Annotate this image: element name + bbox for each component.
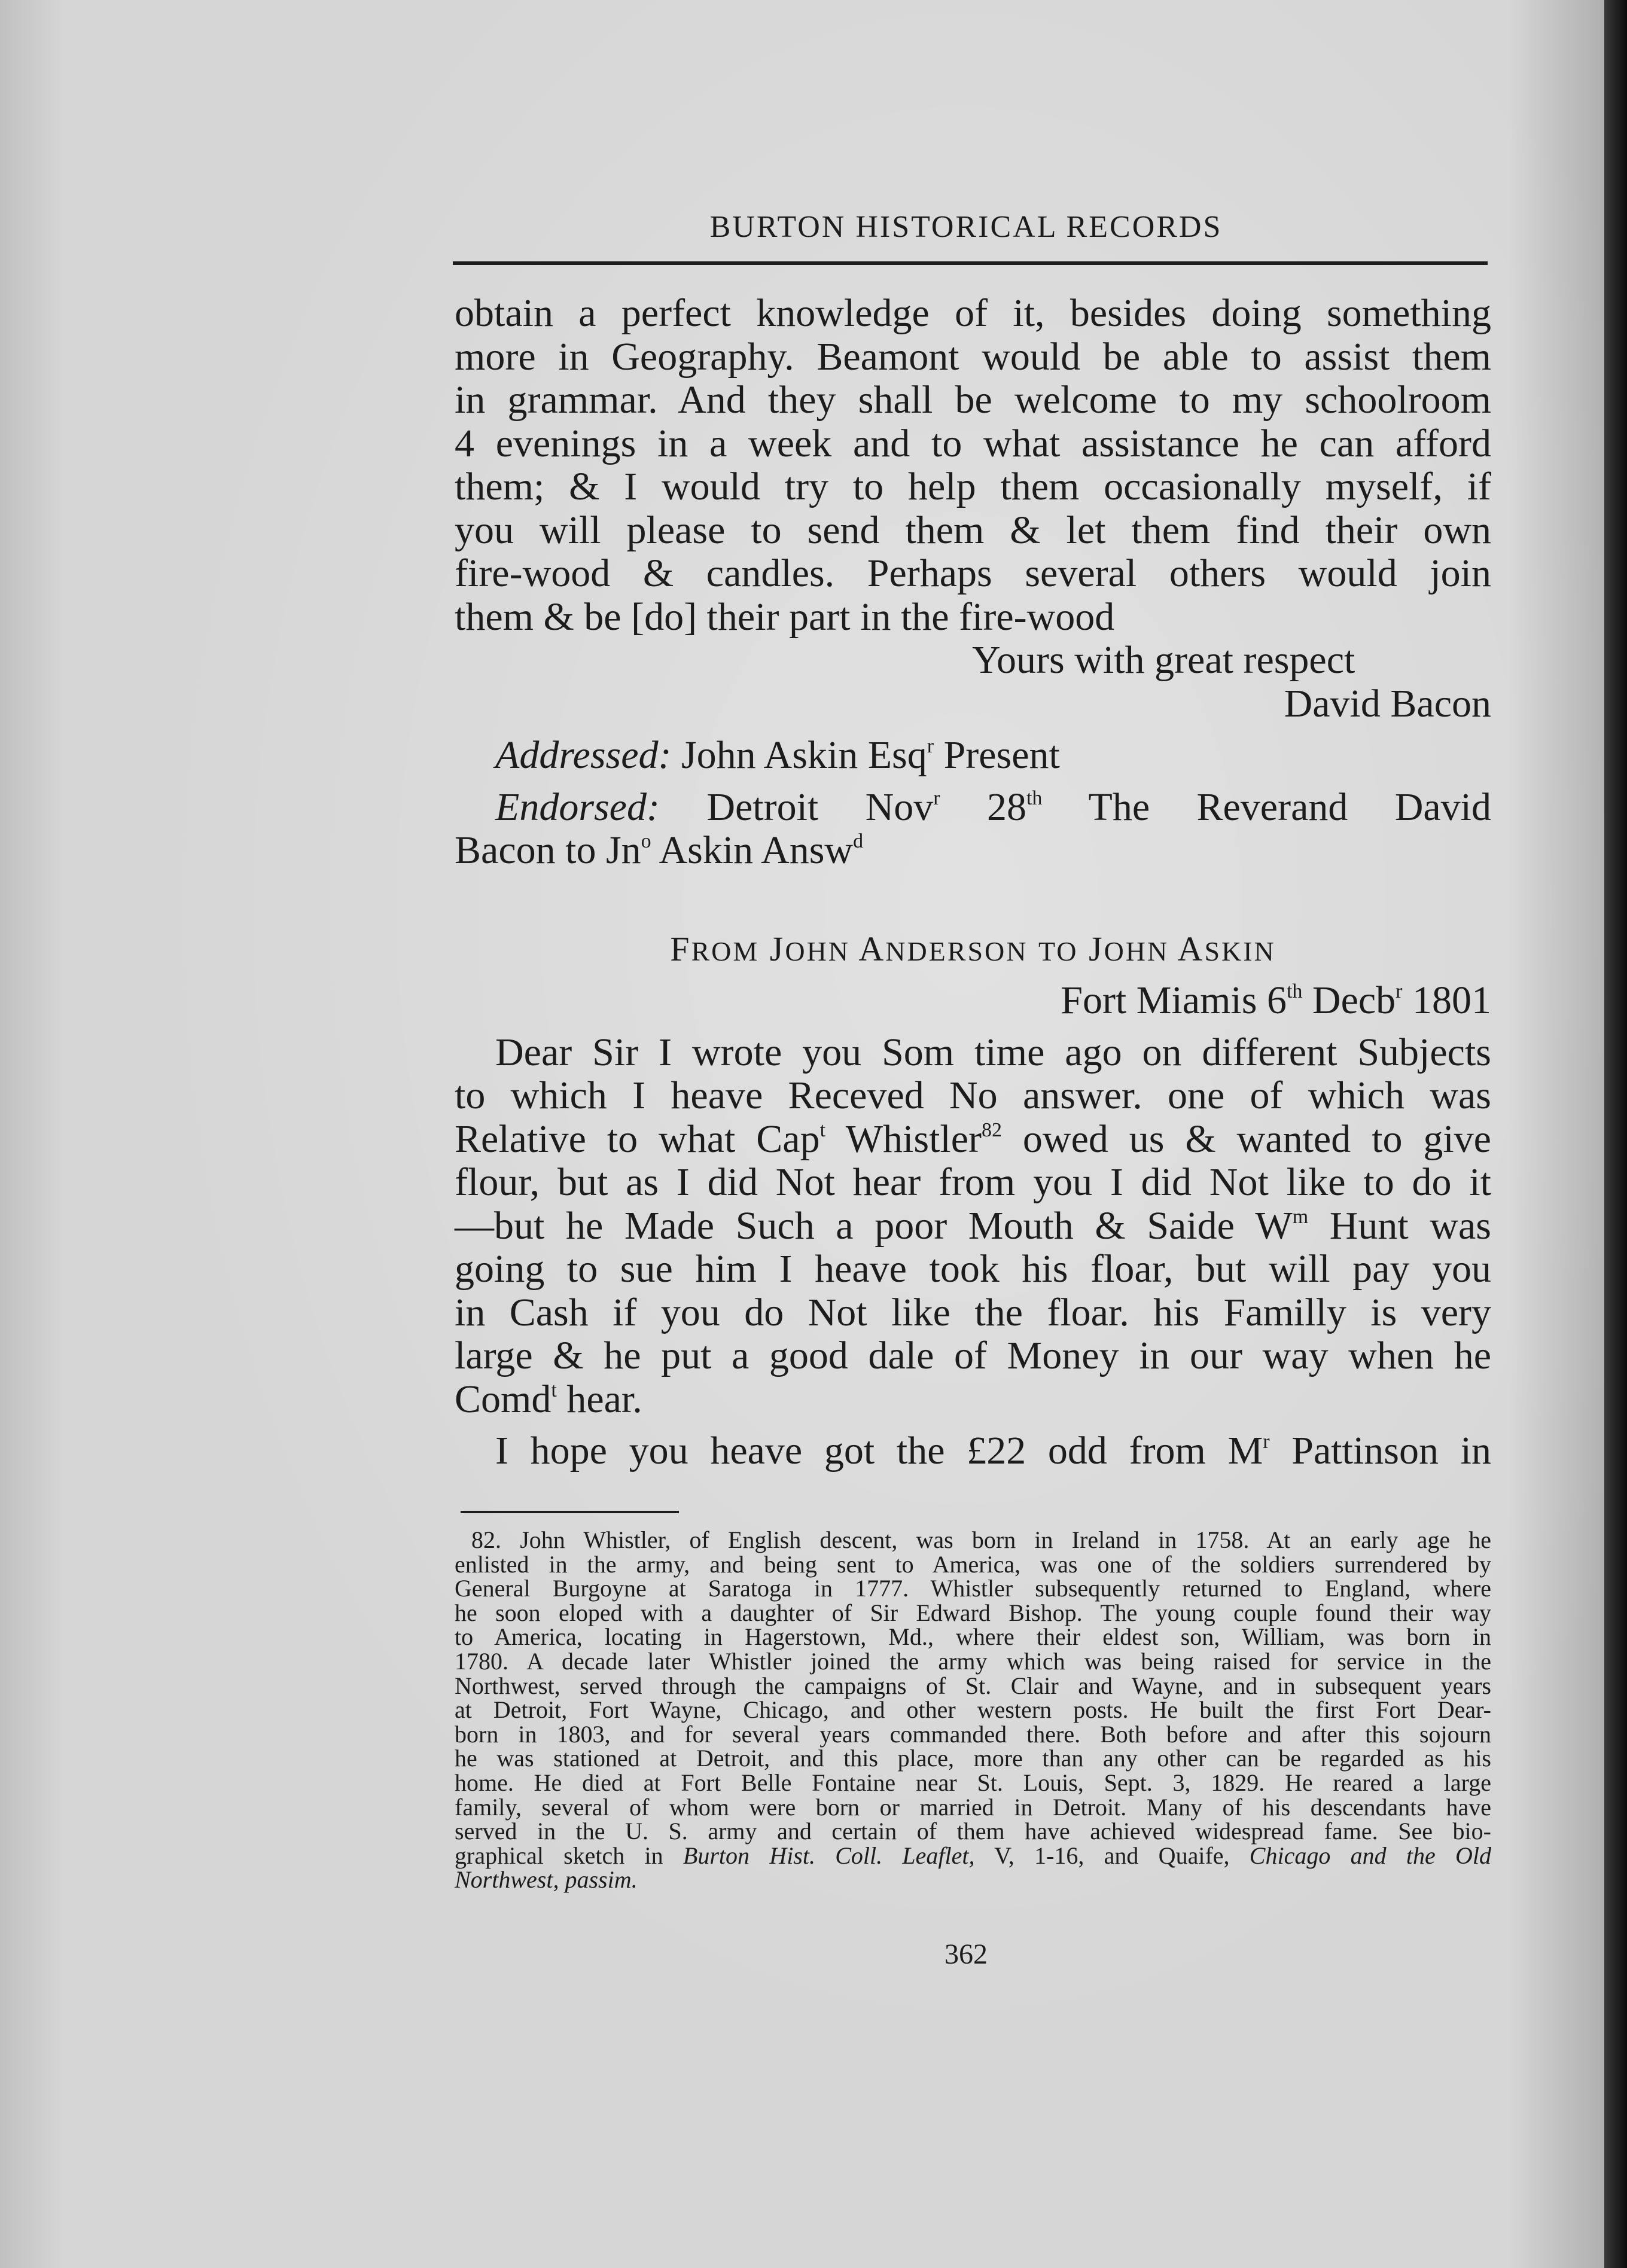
letter1-line: you will please to send them & let them find their own: [455, 508, 1491, 552]
letter1-line: them & be [do] their part in the fire-wood: [455, 595, 1115, 639]
letter2-line: [455, 1429, 1491, 1473]
footnote-line: General Burgoyne at Saratoga in 1777. Whistler subsequently returned to England, where: [455, 1575, 1491, 1602]
letter2-line: in Cash if you do Not like the floar. his Familly is very: [455, 1290, 1491, 1334]
p1-l3-a: Relative to what Cap: [455, 1117, 820, 1161]
p1-l5-sup: m: [1292, 1205, 1309, 1228]
p1-l5-b: Hunt was: [1329, 1203, 1491, 1248]
footnote-line: home. He died at Fort Belle Fontaine near St. Louis, Sept. 3, 1829. He reared a large: [455, 1769, 1491, 1796]
endorsed-line-2: [455, 829, 1491, 873]
letter1-line: them; & I would try to help them occasionally myself, if: [455, 465, 1491, 508]
endorsed-line2-sup-a: o: [641, 830, 651, 852]
footnote-line: 1780. A decade later Whistler joined the army which was being raised for service in the: [455, 1647, 1491, 1675]
heading-ohn2: OHN: [1104, 935, 1169, 967]
footnote-rule: [461, 1511, 679, 1513]
heading-a2: A: [1177, 929, 1205, 968]
body-text: [455, 292, 1491, 1473]
addressed-sup: r: [927, 735, 934, 757]
footnote: [455, 1528, 1491, 1892]
footnote-line: at Detroit, Fort Wayne, Chicago, and other western posts. He built the first Fort Dear-: [455, 1696, 1491, 1724]
p1-l9-sup: t: [551, 1379, 557, 1401]
dateline-sup-a: th: [1286, 980, 1303, 1002]
endorsed-sup-2: th: [1026, 787, 1043, 809]
footnote-line: enlisted in the army, and being sent to America, was one of the soldiers surrendered by: [455, 1550, 1491, 1578]
dateline-sup-b: r: [1396, 980, 1403, 1002]
letter2-line: [455, 1118, 1491, 1162]
dateline-a: Fort Miamis 6: [1061, 978, 1287, 1022]
heading-nderson: NDERSON: [885, 935, 1028, 967]
footnote-citation-chicago: Chicago and the Old: [1249, 1842, 1491, 1869]
p1-l9-b: hear.: [566, 1377, 642, 1421]
heading-ohn1: OHN: [785, 935, 851, 967]
footnote-text: John Whistler, of English descent, was born in Ireland in 1758. At an early age he: [520, 1526, 1492, 1553]
letter2-heading: [455, 928, 1491, 971]
endorsed-line2-b: Askin Answ: [659, 828, 854, 872]
endorsed-text-1: Detroit Nov: [706, 785, 934, 829]
letter2-line: [455, 1378, 1491, 1422]
head-rule: [453, 261, 1488, 265]
endorsed-sup-1: r: [933, 787, 940, 809]
heading-rom: ROM: [691, 935, 760, 967]
p1-l5-a: —but he Made Such a poor Mouth & Saide W: [455, 1203, 1293, 1248]
dateline-c: 1801: [1412, 978, 1491, 1022]
p2-l1-a: I hope you heave got the £22 odd from M: [495, 1429, 1263, 1473]
letter2-dateline: [455, 979, 1491, 1023]
heading-j1: J: [769, 929, 785, 968]
addressed-label: Addressed:: [495, 733, 672, 777]
heading-to: TO: [1038, 935, 1078, 967]
endorsed-line2-sup-b: d: [853, 830, 864, 852]
footnote-line: [455, 1868, 1491, 1892]
letter1-closing: Yours with great respect: [972, 638, 1355, 682]
addressed-tail: Present: [943, 733, 1060, 777]
addressed-text: John Askin Esq: [681, 733, 927, 777]
footnote-ref-82: 82: [982, 1118, 1003, 1141]
footnote-line: he soon eloped with a daughter of Sir Edward Bishop. The young couple found their way: [455, 1599, 1491, 1626]
p1-l9-a: Comd: [455, 1377, 552, 1421]
footnote-last-a: graphical sketch in: [455, 1842, 683, 1869]
heading-skin: SKIN: [1204, 935, 1276, 967]
letter2-line: [455, 1205, 1491, 1248]
dateline-b: Decb: [1312, 978, 1396, 1022]
p1-l3-b: Whistler: [845, 1117, 982, 1161]
p2-l1-b: Pattinson in: [1291, 1429, 1491, 1473]
footnote-line: he was stationed at Detroit, and this place, more than any other can be regarded as his: [455, 1745, 1491, 1772]
endorsed-text-3: The Reverand David: [1088, 785, 1492, 829]
letter1-signature: David Bacon: [1284, 681, 1491, 725]
p1-l3-sup: t: [819, 1118, 826, 1141]
endorsed-line: [455, 786, 1491, 830]
footnote-line: Northwest, served through the campaigns of St. Clair and Wayne, and in subsequent years: [455, 1672, 1491, 1699]
letter2-line: to which I heave Receved No answer. one of which was: [455, 1074, 1491, 1117]
letter2-line: going to sue him I heave took his floar, but will pay you: [455, 1247, 1491, 1291]
letter1-line: fire-wood & candles. Perhaps several others would join: [455, 551, 1491, 595]
letter2-line: large & he put a good dale of Money in our way when he: [455, 1334, 1491, 1377]
letter2-line: Dear Sir I wrote you Som time ago on different Subjects: [495, 1030, 1491, 1074]
letter1-line: more in Geography. Beamont would be able to assist them: [455, 334, 1491, 379]
letter1-line: obtain a perfect knowledge of it, besides doing something: [455, 291, 1491, 335]
p2-l1-sup: r: [1263, 1431, 1270, 1453]
heading-j2: J: [1088, 929, 1104, 968]
footnote-final: Northwest, passim.: [455, 1866, 638, 1894]
scan-shadow-edge: [1604, 0, 1627, 2268]
footnote-line: family, several of whom were born or married in Detroit. Many of his descendants have: [455, 1793, 1491, 1821]
footnote-number: 82.: [471, 1526, 501, 1553]
letter2-line: flour, but as I did Not hear from you I did Not like to do it: [455, 1160, 1491, 1204]
footnote-line: [455, 1528, 1491, 1553]
footnote-citation-leaflet: Burton Hist. Coll. Leaflet,: [683, 1842, 975, 1869]
addressed-line: [455, 734, 1491, 778]
endorsed-text-2: 28: [986, 785, 1026, 829]
p1-l3-c: owed us & wanted to give: [1022, 1117, 1491, 1161]
heading-a1: A: [858, 929, 886, 968]
footnote-line: [455, 1844, 1491, 1868]
footnote-line: born in 1803, and for several years commanded there. Both before and after this sojourn: [455, 1720, 1491, 1748]
letter1-line: 4 evenings in a week and to what assistance he can afford: [455, 421, 1491, 465]
endorsed-label: Endorsed:: [495, 785, 660, 829]
footnote-line: served in the U. S. army and certain of them have achieved widespread fame. See bio-: [455, 1818, 1491, 1845]
heading-f: F: [670, 929, 691, 968]
footnote-line: to America, locating in Hagerstown, Md., where their eldest son, William, was born in: [455, 1623, 1491, 1651]
footnote-last-b: V, 1-16, and Quaife,: [974, 1842, 1250, 1869]
running-head: BURTON HISTORICAL RECORDS: [709, 210, 1223, 244]
endorsed-line2-a: Bacon to Jn: [455, 828, 641, 872]
page-number: 362: [944, 1938, 988, 1970]
letter1-line: in grammar. And they shall be welcome to my schoolroom: [455, 378, 1491, 422]
